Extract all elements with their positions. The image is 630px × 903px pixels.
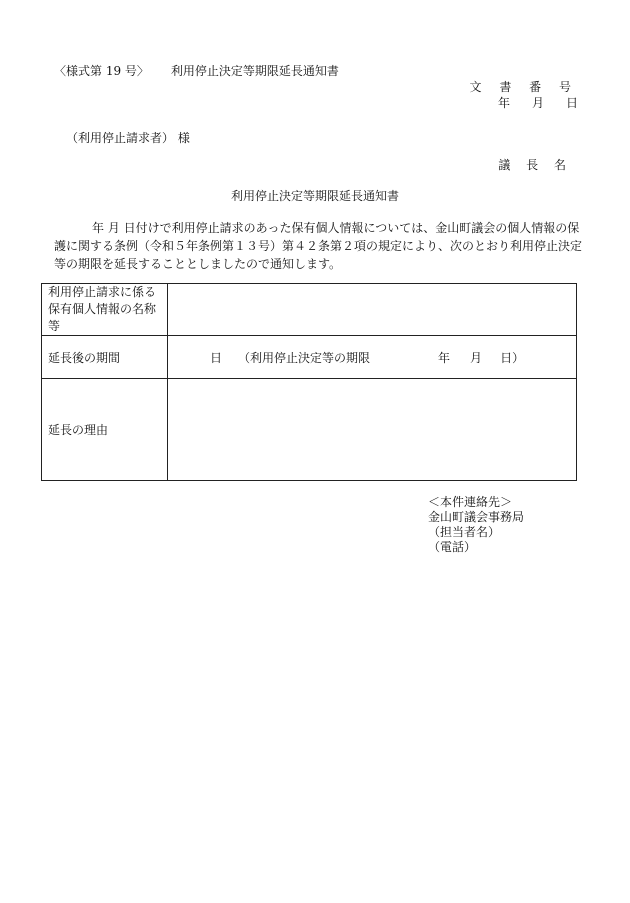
info-name-value	[168, 284, 577, 336]
form-number: 〈様式第 19 号〉	[54, 64, 149, 78]
contact-person: （担当者名）	[428, 525, 501, 539]
date-month: 月	[531, 96, 544, 110]
table-row	[42, 284, 577, 336]
contact-office: 金山町議会事務局	[428, 510, 525, 524]
date-day: 日	[565, 96, 578, 110]
notice-table	[41, 283, 577, 481]
period-deadline-note: （利用停止決定等の期限	[238, 350, 371, 365]
date-year: 年	[497, 96, 510, 110]
table-row	[42, 336, 577, 379]
issue-date	[498, 96, 578, 110]
info-name-label: 利用停止請求に係る保有個人情報の名称等	[48, 285, 157, 333]
document-number: 文 書 番 号	[469, 80, 578, 94]
period-day: 日	[210, 350, 223, 365]
document-title: 利用停止決定等期限延長通知書	[230, 189, 399, 203]
form-title: 利用停止決定等期限延長通知書	[170, 64, 339, 78]
body-text: 年 月 日付けで利用停止請求のあった保有個人情報については、金山町議会の個人情報の保護に関する条例（令和５年条例第１３号）第４２条第２項の規定により、次のとおり利用停止決定等の期限を延長することとしましたので通知します。	[54, 221, 583, 271]
reason-label: 延長の理由	[42, 379, 168, 481]
period-year: 年	[438, 350, 451, 365]
period-label: 延長後の期間	[42, 336, 168, 379]
sender-name: 議 長 名	[498, 158, 572, 172]
period-month: 月	[470, 350, 483, 365]
reason-value	[168, 379, 577, 481]
contact-block	[428, 495, 524, 555]
period-value	[174, 349, 576, 366]
contact-phone: （電話）	[428, 540, 477, 554]
period-day-close: 日）	[500, 350, 525, 365]
contact-heading: ＜本件連絡先＞	[428, 495, 513, 509]
form-header	[54, 64, 339, 78]
recipient: （利用停止請求者） 様	[66, 131, 190, 145]
table-row	[42, 379, 577, 481]
body-paragraph	[54, 219, 582, 273]
